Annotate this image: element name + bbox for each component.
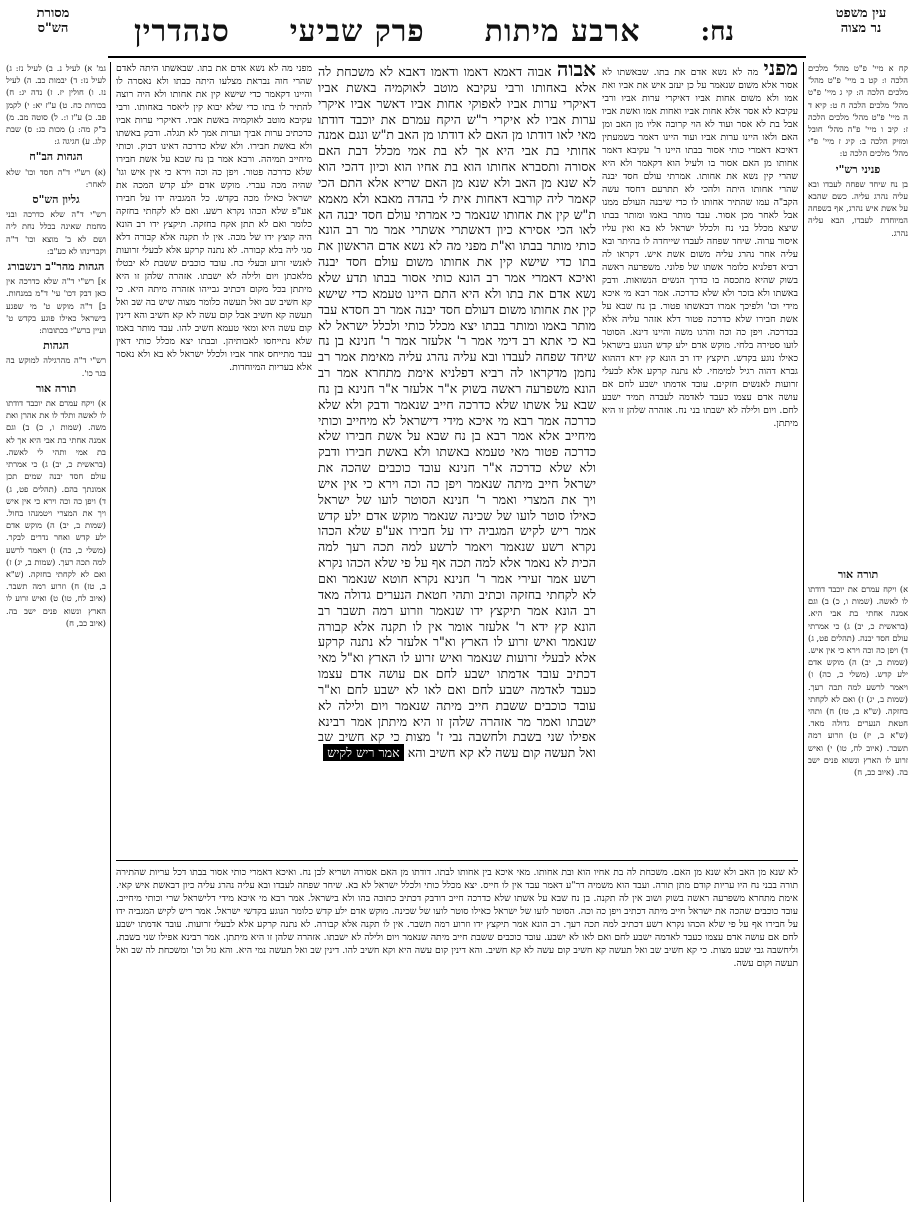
tractate-title: סנהדרין bbox=[134, 14, 230, 49]
left-section-title-3: הגהות מהר"ב רנשבורג bbox=[7, 260, 105, 274]
left-corner-heading: מסורת הש"ס bbox=[36, 6, 70, 36]
tosafot-text: מפני מה לא נשא אדם את בתו. שבאשתו היתה לאדם שהרי חוה נבראת מצלעו היתה כבתו ולא נאסרה לו והיינו דקאמר כדי שישא קין את אחותו ולא היה רוצה להתיר לו בתו כדי שלא יבוא קין ליאסר באחותו. ורבי עקיבא מוטב לאוקמיה באשת אביו. דאיקרי ערות אביו כדכתיב ערות אביך וערות אמך לא תגלה. ודבק באשתו ולא באשת חבירו. ולא שלא כדרכה דאינו דבוק. וכותי מיחייב תמיהה. ורבא אמר בן נח שבא על אשת חבירו שלא כדרכה פטור. ויפן כה וכה וירא כי אין איש וגו' שהיה מכה עברי. מוקש אדם ילע קדש המכה את ישראל כאילו מכה בקדש. כל המגביה ידו על חבירו אע"פ שלא הכהו נקרא רשע. ואם לא לקחתי בחזקה כלומר ואם לא תתן אקח בחזקה. תיקצץ ידו רב הונא היה קוצץ ידו של מכה. אין לו תקנה אלא קבורה דלא סגי ליה בלא קבורה. לא נתנה קרקע אלא לבעלי זרועות לאנשי זרוע ובעלי כח. עובד כוכבים ששבת לא יבטלו מלאכתן ויום ולילה לא ישבתו. אזהרה שלהן זו היא מיתתן בכל מקום דכתיב גבייהו אזהרה מיתה היא. כי קא חשיב שב ואל תעשה כלומר מצוה שיש בה שב ואל תעשה קא חשיב אבל קום עשה לא קא חשיב והא דינין קום עשה היא ומאי טעמא חשיב להו. עבד מותר באמו שלא נתייחסו לאבותיהן. ובבתו יצא מכלל כותי דאין עבד מתייחס אחר אביו ולכלל ישראל לא בא ולא נאסר אלא בעריות המיוחדות. bbox=[116, 63, 312, 373]
left-section-text-1: (א) רש"י ד"ה חסד וכו' שלא לאחר: bbox=[6, 166, 106, 189]
rashi-commentary bbox=[602, 62, 798, 854]
perek-title: פרק שביעי bbox=[289, 14, 425, 49]
gemara-body: אבוה דאמא דאמו ודאמו דאבא לא משכחת לה אלא באחותו ורבי עקיבא מוטב לאוקמיה באשת אביו דאיקרי ערות אביו לאפוקי אחות אביו דאשר אביו איקרי ערות אביו לא איקרי ר"ש היקח עמרם את יוכבד דודתו מאי לאו דודתו מן האם לא דודתו מן האב ת"ש ונגם אמנה אחותי בת אבי היא אך לא בת אמי מכלל דבת האם אסורה ותסברא אחותו הוא בת אחיו הוא וכיון דהכי הוא לא שנא מן האב ולא שנא מן האם שריא אלא התם הכי קאמר ליה קורבא דאחות אית לי בהדה מאבא ולא מאמא ת"ש קין את אחותו שנאמר כי אמרתי עולם חסד יבנה הא לאו הכי אסירא כיון דאשתרי אשתרי אמר מר רב הונא כותי מותר בבתו וא"ת מפני מה לא נשא אדם הראשון את בתו כדי שישא קין את אחותו משום עולם חסד יבנה ואיכא דאמרי אמר רב הונא כותי אסור בבתו תדע שלא נשא אדם את בתו ולא היא התם היינו טעמא כדי שישא קין את אחותו משום דעולם חסד יבנה אמר רב חסדא עבד מותר באמו ומותר בבתו יצא מכלל כותי ולכלל ישראל לא בא כי אתא רב דימי אמר ר' אלעזר אמר ר' חנינא בן נח שיחד שפחה לעבדו ובא עליה נהרג עליה מאימת אמר רב נחמן מדקראו לה רביא דפלניא אימת מתחרא אמר רב הונא משפרעה ראשה בשוק א"ר אלעזר א"ר חנינא בן נח שבא על אשתו שלא כדרכה חייב שנאמר ודבק ולא שלא כדרכה אמר רבא מי איכא מידי דישראל לא מיחייב וכותי מיחייב אלא אמר רבא בן נח שבא על אשת חבירו שלא כדרכה פטור מאי טעמא באשתו ולא באשת חבירו ודבק ולא שלא כדרכה א"ר חנינא עובד כוכבים שהכה את ישראל חייב מיתה שנאמר ויפן כה וכה וירא כי אין איש ויך את המצרי ואמר ר' חנינא הסוטר לועו של ישראל כאילו סוטר לועו של שכינה שנאמר מוקש אדם ילע קדש אמר ריש לקיש המגביה ידו על חבירו אע"פ שלא הכהו נקרא רשע שנאמר ויאמר לרשע למה תכה רעך למה הכית לא נאמר אלא למה תכה אף על פי שלא הכהו נקרא רשע אמר זעירי אמר ר' חנינא נקרא חוטא שנאמר ואם לא לקחתי בחזקה וכתיב ותהי חטאת הנערים גדולה מאד רב הונא אמר תיקצץ ידו שנאמר וזרוע רמה תשבר רב הונא קץ ידא ר' אלעזר אומר אין לו תקנה אלא קבורה שנאמר ואיש זרוע לו הארץ וא"ר אלעזר לא נתנה קרקע אלא לבעלי זרועות שנאמר ואיש זרוע לו הארץ וא"ל מאי דכתיב עובד אדמתו ישבע לחם אם עושה אדם עצמו כעבד לאדמה ישבע לחם ואם לאו לא ישבע לחם וא"ר עובד כוכבים ששבת חייב מיתה שנאמר ויום ולילה לא ישבתו ואמר מר אזהרה שלהן זו היא מיתתן אמר רבינא אפילו שני בשבת ולחשבה נבי ז' מצות כי קא חשיב שב ואל תעשה קום עשה לא קא חשיב והא bbox=[318, 64, 596, 761]
rashi-lead-word: מפני bbox=[763, 62, 798, 80]
page-header bbox=[134, 12, 734, 52]
boxed-phrase: אמר ריש לקיש bbox=[323, 744, 403, 761]
left-margin-divider bbox=[110, 62, 111, 1202]
left-section-title-5: תורה אור bbox=[35, 381, 77, 395]
left-section-text-2: רש"י ד"ה שלא כדרכה ובני מחמת שאינה בכלל נחת ליה ושם לא ב' מוצא וכו' ד"ה וקברינהו לא כע"ב: bbox=[6, 209, 106, 256]
tosafot-commentary bbox=[116, 62, 312, 854]
left-section-title-2: גליון הש"ס bbox=[32, 193, 80, 207]
ein-mishpat-text: קח א מיי' פ"ט מהל' מלכים הלכה ו: קט ב מיי' פ"ט מהל' מלכים הלכה ה: קי ג מיי' פ"ט מהל' מלכים הלכה ח ט: קיא ד ה מיי' פ"ט מהל' מלכים הלכה ז: קיב ו מיי' פ"ה מהל' חובל ומזיק הלכה ב: קיג ז מיי' פ"י מהל' מלכים הלכה ט: bbox=[808, 63, 908, 159]
masoret-text: גמ' א) לעיל נ. ב) לעיל נז: ג) לעיל נז: ד) יבמות כב. ה) לעיל נז. ו) חולין יז. ז) נדה יג: ח) בכורות כח. ט) ע"ז יא: י) לקמן פב. כ) ע"ז ו:. ל) סוטה מב. מ) ב"ק מה: נ) מכות כג: ס) שבת קלג. ע) חגיגה ג: bbox=[6, 63, 106, 147]
right-section-text-2: א) ויקח עמרם את יוכבד דודתו לו לאשה. (שמות ו, כ) ב) וגם אמנה אחתי בת אבי היא. (בראשית כ, יב) ג) כי אמרתי עולם חסד יבנה. (תהלים פט, ג) ד) ויפן כה וכה וירא כי אין איש. (שמות ב, יב) ה) מוקש אדם ילע קדש. (משלי כ, כה) ו) ויאמר לרשע למה תכה רעך. (שמות ב, יג) ז) ואם לא לקחתי בחזקה. (ש"א ב, טז) ח) ותהי חטאת הנערים גדולה מאד. (ש"א ב, יז) ט) וזרוע רמה תשבר. (איוב לח, טו) י) ואיש זרוע לו הארץ ונשוא פנים ישב בה. (איוב כב, ח) bbox=[808, 584, 908, 778]
right-margin bbox=[808, 62, 908, 1202]
bottom-commentary bbox=[116, 866, 798, 1202]
bottom-divider bbox=[116, 860, 798, 861]
bottom-commentary-text: לא שנא מן האב ולא שנא מן האם. משכחת לה בת אחיו הוא ובת אחותו. מאי איכא בין אחותו לבתו. דודתו מן האם אסורה ושריא לבן נח. ואיכא דאמרי כותי אסור בבתו דכל עריות שהתירה תורה בבני נח היו עריות קודם מתן תורה. ועבד הוא משמיה דר"ע דאמר עבד אין לו חייס. יצא מכלל כותי ולכלל ישראל לא בא. שיחד שפחה לעבדו ובא עליה נהרג עליה כיון דבאשת איש קאי. אימת מתחרא משפרעה ראשה בשוק ושוב אין לה תקנה. בן נח שבא על אשתו שלא כדרכה חייב דודבק דכתיב כתובה בהו ולא בישראל. אמר רבא מי איכא מידי דלישראל שרי וכותי מיחייב. עובד כוכבים שהכה את ישראל חייב מיתה דכתיב ויפן כה וכה. הסוטר לועו של ישראל כאילו סוטר לועו של שכינה. מוקש אדם ילע קדש כלומר הנוגע בקדשי ישראל. אמר ריש לקיש המגביה ידו על חבירו אף על פי שלא הכהו נקרא רשע דכתיב למה תכה רעך. רב הונא אמר תיקצץ ידו וזרוע רמה תשבר. אין לו תקנה אלא קבורה. לא נתנה קרקע אלא לבעלי זרועות. עובד אדמתו ישבע לחם אם עושה אדם עצמו כעבד לאדמה ישבע לחם ואם לאו לא ישבע. עובד כוכבים ששבת חייב מיתה שנאמר ויום ולילה לא ישבתו. אזהרה שלהן זו היא מיתתן. אמר רבינא אפילו שני בשבת. וליחשבה גבי שבע מצות. כי קא חשיב שב ואל תעשה קא חשיב קום עשה לא קא חשיב. והא דינין קום עשה היא וקא חשיב להו. דינין שב ואל תעשה נמי היא. והא גזל וכו' ומשכחת לה שב ואל תעשה וקום עשה. bbox=[116, 867, 798, 969]
left-section-title-4: הגהות bbox=[43, 339, 69, 353]
right-section-title-2: תורה אור bbox=[837, 567, 879, 581]
right-section-text-1: בן נח שיחד שפחה לעבדו ובא עליה נהרג עליה. כשם שהבא על אשת איש נהרג, אף בשפחה המיוחדת לעבדו, הבא עליה נהרג. bbox=[808, 178, 908, 238]
right-section-title-1: פניני רש"י bbox=[835, 162, 881, 176]
chapter-title: ארבע מיתות bbox=[484, 14, 641, 49]
header-rule bbox=[108, 56, 806, 58]
right-margin-divider bbox=[803, 62, 804, 1202]
gemara-text bbox=[318, 62, 596, 854]
right-corner-heading: עין משפט נר מצוה bbox=[835, 6, 887, 36]
gemara-lead-word: אבוה bbox=[556, 62, 596, 81]
page-number: נח: bbox=[700, 17, 734, 47]
left-section-text-5: א) ויקח עמרם את יוכבד דודתו לו לאשה ותלד לו את אהרן ואת משה. (שמות ו, כ) ב) וגם אמנה אחתי בת אבי היא אך לא בת אמי ותהי לי לאשה. (בראשית כ, יב) ג) כי אמרתי עולם חסד יבנה שמים תכן אמונתך בהם. (תהלים פט, ג) ד) ויפן כה וכה וירא כי אין איש ויך את המצרי ויטמנהו בחול. (שמות ב, יב) ה) מוקש אדם ילע קדש ואחר נדרים לבקר. (משלי כ, כה) ו) ויאמר לרשע למה תכה רעך. (שמות ב, יג) ז) ואם לא לקחתי בחזקה. (ש"א ב, טז) ח) וזרוע רמה תשבר. (איוב לח, טו) ט) ואיש זרוע לו הארץ ונשוא פנים ישב בה. (איוב כב, ח) bbox=[6, 398, 106, 628]
rashi-text: מה לא נשא אדם את בתו. שבאשתו לא אסור אלא משום שנאמר על כן יעזב איש את אביו ואת אמו ולא משום אחות אביו דאיקרי ערות אביו ורבי עקיבא לא אסר אלא אחות אביו ואחות אמו ואשת אביו אבל בת לא אסר ועוד לא הוי קרובה אליו מן האב ומן האם ולאו היינו ערות אביו ועוד היינו דאמר בשמעתין דאיכא דאמרי כותי אסור בבתו היינו ר' עקיבא דאמר אחותו מן האם אסור בו ולעיל הוא דקאמר ולא היא שהרי קין נשא את אחותו. אמרתי עולם חסד יבנה שהרי אחותו היתה ולהכי לא תתרעם דחסד עשה הקב"ה עמו שהתיר אחותו לו כדי שיבנה העולם ממנו אבל לאחר מכן אסור. עבד מותר באמו ומותר בבתו שיצא מכלל בני נח ולכלל ישראל לא בא ואין עליו איסור ערוה. שיחד שפחה לעבדו שייחדה לו בהיתר ובא עליה אחר נהרג עליה משום אשת איש. דקראו לה רביא דפלניא כלומר אשתו של פלוני. משפרעה ראשה בשוק שהיא מתכסה בו כדרך הנשים הנשואות. ודבק באשתו ולא בזכר ולא שלא כדרכה. אמר רבא מי איכא מידי וכו' ולפיכך אמרו דבאשתו פטור. בן נח שבא על אשת חבירו שלא כדרכה פטור דלא אזהר עליה אלא בכדרכה. ויפן כה וכה והרגו משה והיינו דינא. הסוטר לועו סטירה בלחי. מוקש אדם ילע קדש הנוגע בישראל כאילו נוגע בקדש. תיקצץ ידו רב הונא קץ ידא דההוא גברא דהוה רגיל למימחי. לא נתנה קרקע אלא לבעלי זרועות לאנשים חזקים. עובד אדמתו ישבע לחם אם עושה אדם עצמו כעבד לאדמה לעבדה תמיד ישבע לחם. ויום ולילה לא ישבתו בני נח. אזהרה שלהן זו היא מיתתן. bbox=[602, 67, 798, 429]
left-margin bbox=[6, 62, 106, 1202]
left-section-title-1: הגהות הב"ח bbox=[29, 150, 83, 164]
left-section-text-3: א] רש"י ד"ה שלא כדרכה אין כאן דבק דכו' עי' ד"מ במנחות. ב] ד"ה מוקש ט' מי שפגע בישראל כאילו פוגע בקדש ט' ועיין ברש"י בכתובות: bbox=[6, 276, 106, 336]
left-section-text-4: רש"י ד"ה מהרגילה למוקש בה בגר כו'. bbox=[6, 355, 106, 378]
